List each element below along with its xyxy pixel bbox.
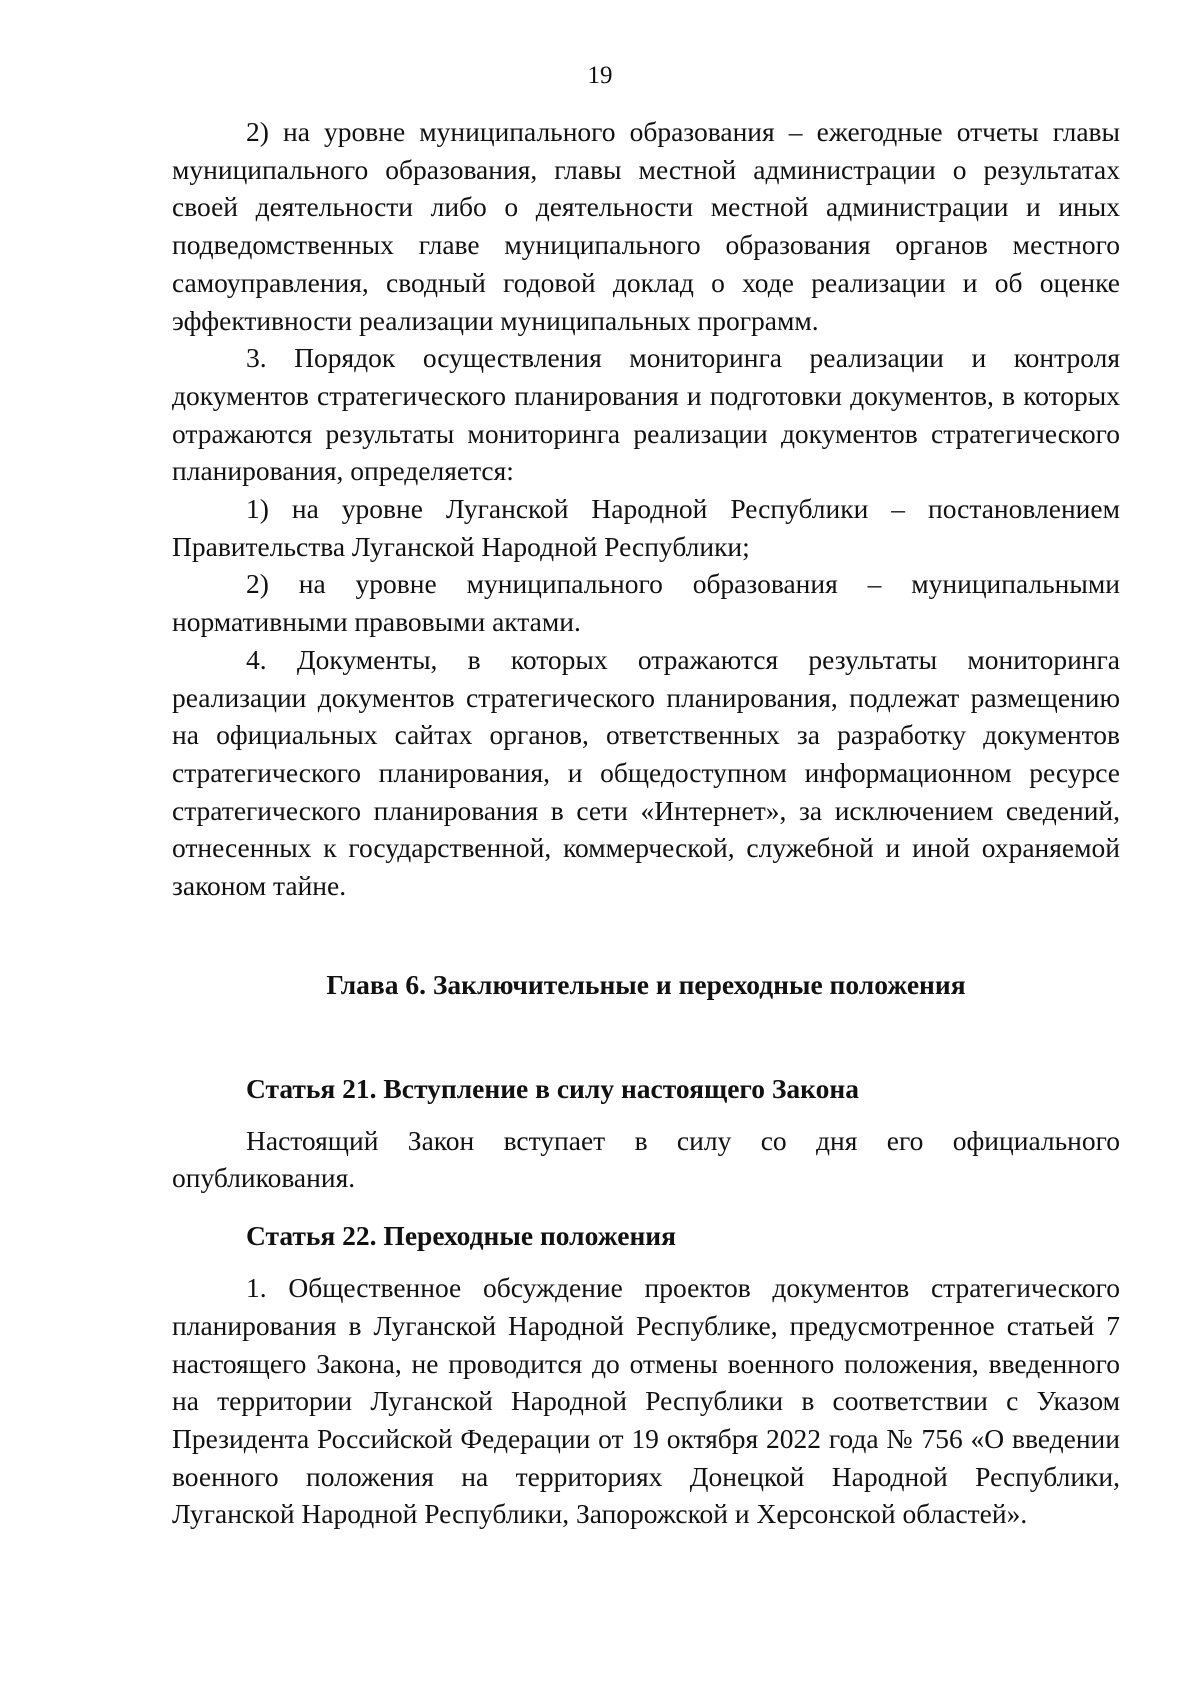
- article-22-title: Статья 22. Переходные положения: [246, 1220, 677, 1252]
- article-21-title: Статья 21. Вступление в силу настоящего Закона: [246, 1072, 859, 1104]
- article-21-text: Настоящий Закон вступает в силу со дня его официального опубликования.: [172, 1124, 1120, 1194]
- document-body: [172, 113, 1120, 1533]
- paragraph-publication-of-documents: 4. Документы, в которых отражаются результаты мониторинга реализации документов стратегического планирования, подлежат размещению на официальных сайтах органов, ответственных за разработку документов стратегического планирования, и общедоступном информационном ресурсе стратегического планирования в сети «Интернет», за исключением сведений, отнесенных к государственной, коммерческой, служебной и иной охраняемой законом тайне.: [172, 643, 1120, 902]
- article-22-text: 1. Общественное обсуждение проектов документов стратегического планирования в Луганской Народной Республике, предусмотренное статьей 7 настоящего Закона, не проводится до отмены военного положения, введенного на территории Луганской Народной Республики в соответствии с Указом Президента Российской Федерации от 19 октября 2022 года № 756 «О введении военного положения на территориях Донецкой Народной Республики, Луганской Народной Республики, Запорожской и Херсонской областей».: [172, 1272, 1120, 1530]
- paragraph-municipal-level: 2) на уровне муниципального образования – муниципальными нормативными правовыми актами.: [172, 568, 1120, 638]
- paragraph-republic-level: 1) на уровне Луганской Народной Республики – постановлением Правительства Луганской Народной Республики;: [172, 493, 1120, 562]
- page-number: 19: [587, 62, 613, 89]
- chapter-title: Глава 6. Заключительные и переходные положения: [326, 968, 966, 1000]
- paragraph-municipal-reports: 2) на уровне муниципального образования – ежегодные отчеты главы муниципального образования, главы местной администрации о результатах своей деятельности либо о деятельности местной администрации и иных подведомственных главе муниципального образования органов местного самоуправления, сводный годовой доклад о ходе реализации и об оценке эффективности реализации муниципальных программ.: [172, 116, 1120, 336]
- paragraph-monitoring-procedure: 3. Порядок осуществления мониторинга реализации и контроля документов стратегического планирования и подготовки документов, в которых отражаются результаты мониторинга реализации документов стратегического планирования, определяется:: [172, 342, 1120, 487]
